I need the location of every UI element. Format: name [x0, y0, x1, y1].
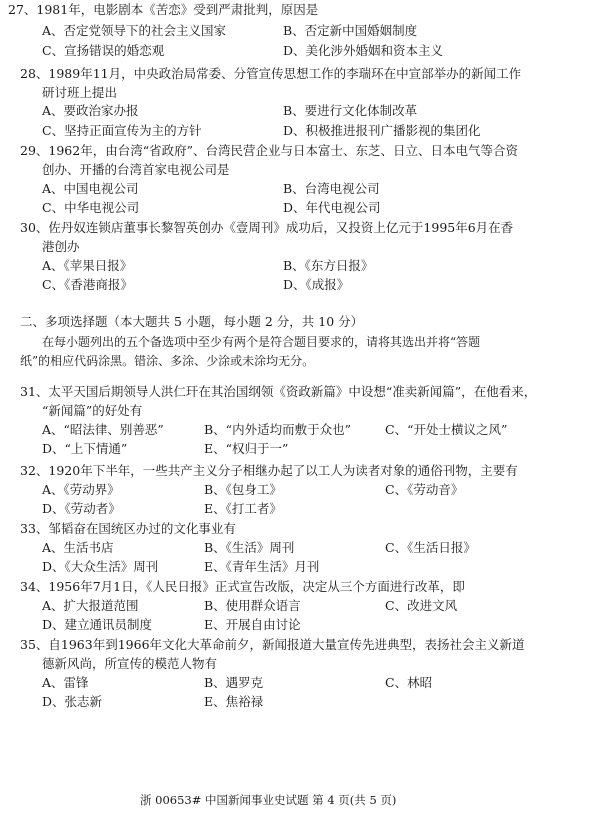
question-31-stem-cont: “新闻篇”的好处有 — [42, 403, 143, 418]
q27-option-b: B、否定新中国婚姻制度 — [283, 23, 418, 38]
q35-option-c: C、林昭 — [385, 675, 433, 690]
question-32-stem: 32、1920年下半年，一些共产主义分子相继办起了以工人为读者对象的通俗刊物，主要有 — [20, 463, 518, 478]
question-29-stem: 29、1962年，由台湾“省政府”、台湾民营企业与日本富士、东芝、日立、日本电气等合资 — [20, 143, 518, 158]
q34-option-a: A、扩大报道范围 — [42, 598, 139, 613]
section-2-title: 二、多项选择题（本大题共 5 小题，每小题 2 分，共 10 分） — [20, 314, 364, 329]
q28-option-b: B、要进行文化体制改革 — [283, 103, 418, 118]
q32-option-d: D、《劳动者》 — [42, 501, 121, 516]
q28-option-d: D、积极推进报刊广播影视的集团化 — [283, 123, 481, 138]
q29-option-a: A、中国电视公司 — [42, 181, 139, 196]
q32-option-a: A、《劳动界》 — [42, 482, 120, 497]
q34-option-e: E、开展自由讨论 — [204, 617, 301, 632]
question-35-stem: 35、自1963年到1966年文化大革命前夕，新闻报道大量宣传先进典型，表扬社会主义新道 — [20, 637, 525, 652]
q29-option-d: D、年代电视公司 — [283, 200, 381, 215]
q33-option-a: A、生活书店 — [42, 540, 114, 555]
q32-option-c: C、《劳动音》 — [385, 482, 464, 497]
q30-option-a: A、《苹果日报》 — [42, 258, 133, 273]
question-28-stem-cont: 研讨班上提出 — [42, 85, 118, 100]
q33-option-e: E、《青年生活》月刊 — [204, 559, 320, 574]
q31-option-e: E、“权归于一” — [204, 441, 289, 456]
page-footer: 浙 00653# 中国新闻事业史试题 第 4 页(共 5 页) — [140, 793, 397, 807]
question-30-stem: 30、佐丹奴连锁店董事长黎智英创办《壹周刊》成功后，又投资上亿元于1995年6月在香 — [20, 220, 514, 235]
q31-option-c: C、“开处士横议之风” — [385, 422, 508, 437]
q30-option-d: D、《成报》 — [283, 277, 350, 292]
question-30-stem-cont: 港创办 — [42, 239, 80, 254]
q35-option-e: E、焦裕禄 — [204, 694, 264, 709]
question-35-stem-cont: 德新风尚，所宣传的模范人物有 — [42, 656, 218, 671]
q35-option-a: A、雷锋 — [42, 675, 89, 690]
q32-option-e: E、《打工者》 — [204, 501, 282, 516]
q35-option-b: B、遇罗克 — [204, 675, 264, 690]
q33-option-d: D、《大众生活》周刊 — [42, 559, 159, 574]
question-29-stem-cont: 创办、开播的台湾首家电视公司是 — [42, 162, 230, 177]
q35-option-d: D、张志新 — [42, 694, 103, 709]
section-2-instructions: 在每小题列出的五个备选项中至少有两个是符合题目要求的，请将其选出并将“答题 — [42, 335, 481, 349]
q28-option-c: C、坚持正面宣传为主的方针 — [42, 123, 202, 138]
q28-option-a: A、要政治家办报 — [42, 103, 139, 118]
q32-option-b: B、《包身工》 — [204, 482, 282, 497]
question-31-stem: 31、太平天国后期领导人洪仁玕在其治国纲领《资政新篇》中设想“准卖新闻篇”，在他看来， — [20, 384, 537, 399]
q30-option-b: B、《东方日报》 — [283, 258, 374, 273]
q29-option-c: C、中华电视公司 — [42, 200, 140, 215]
question-33-stem: 33、邹韬奋在国统区办过的文化事业有 — [20, 521, 236, 536]
section-2-instructions-cont: 纸”的相应代码涂黑。错涂、多涂、少涂或未涂均无分。 — [20, 354, 315, 368]
q30-option-c: C、《香港商报》 — [42, 277, 133, 292]
question-27-stem: 27、1981年，电影剧本《苦恋》受到严肃批判，原因是 — [8, 2, 319, 17]
q27-option-c: C、宣扬错误的婚恋观 — [42, 43, 165, 58]
q34-option-c: C、改进文风 — [385, 598, 458, 613]
q33-option-b: B、《生活》周刊 — [204, 540, 295, 555]
q33-option-c: C、《生活日报》 — [385, 540, 476, 555]
q34-option-d: D、建立通讯员制度 — [42, 617, 153, 632]
q29-option-b: B、台湾电视公司 — [283, 181, 380, 196]
q27-option-a: A、否定党领导下的社会主义国家 — [42, 23, 227, 38]
q31-option-a: A、“昭法律、别善恶” — [42, 422, 164, 437]
q34-option-b: B、使用群众语言 — [204, 598, 301, 613]
q31-option-b: B、“内外适均而敷于众也” — [204, 422, 351, 437]
q31-option-d: D、“上下情通” — [42, 441, 128, 456]
question-34-stem: 34、1956年7月1日，《人民日报》正式宣告改版，决定从三个方面进行改革，即 — [20, 579, 465, 594]
q27-option-d: D、美化涉外婚姻和资本主义 — [283, 43, 444, 58]
question-28-stem: 28、1989年11月，中央政治局常委、分管宣传思想工作的李瑞环在中宣部举办的新闻工作 — [20, 66, 522, 81]
